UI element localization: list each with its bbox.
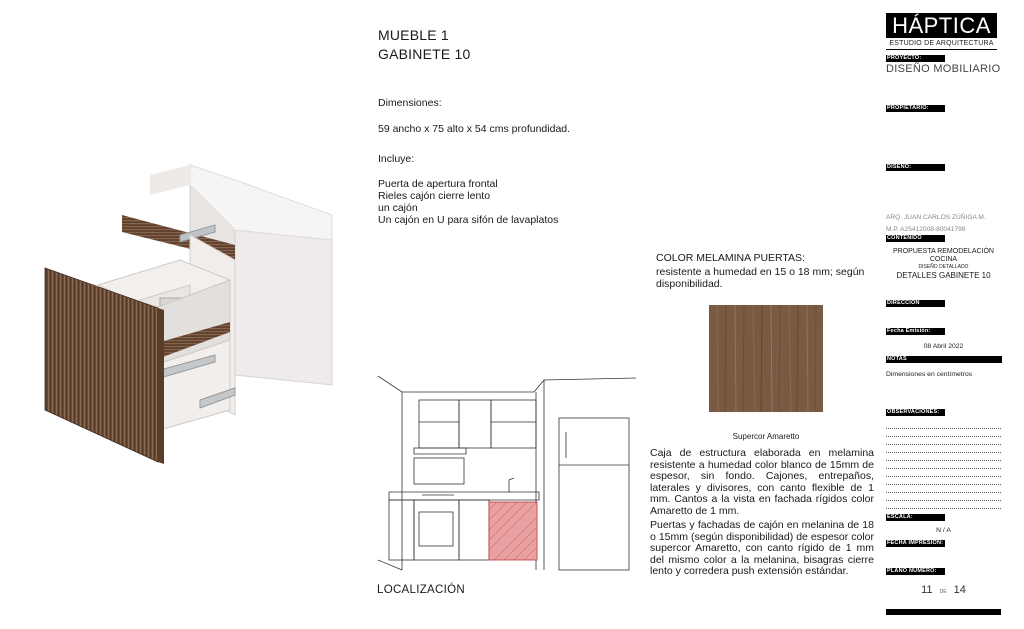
notas-label: NOTAS (886, 356, 1002, 363)
plano-de: DE (939, 589, 947, 595)
plano-numero-label: PLANO NÚMERO: (886, 568, 945, 575)
color-note: resistente a humedad en 15 o 18 mm; según disponibilidad. (656, 266, 865, 290)
contenido-line-2: COCINA (929, 256, 958, 263)
escala-value: N / A (936, 527, 951, 534)
propietario-label: PROPIETARIO: (886, 105, 945, 112)
studio-name: ESTUDIO DE ARQUITECTURA (889, 40, 994, 47)
localizacion-label: LOCALIZACIÓN (377, 584, 465, 596)
furniture-title (378, 26, 470, 64)
brand-logo: HÁPTICA (886, 13, 997, 38)
list-item: Un cajón en U para sifón de lavaplatos (378, 214, 559, 226)
contenido-line-1: PROPUESTA REMODELACIÓN (892, 248, 994, 255)
contenido-line-3: DETALLES GABINETE 10 (896, 271, 991, 280)
contenido-label: CONTENIDO PLANO: (886, 235, 945, 242)
observation-line (886, 444, 1001, 445)
divider (886, 49, 997, 50)
list-item: Rieles cajón cierre lento (378, 190, 491, 202)
list-item: un cajón (378, 202, 418, 214)
kitchen-location-sketch (374, 370, 636, 575)
description-paragraph-1: Caja de estructura elaborada en melamina resistente a humedad color blanco de 15mm de espesor, sin fondo. Cajones, entrepaños, laterales y divisores, con canto flexible de 1 mm. Cantos a la vista en fachada rígidos color Amaretto de 1 mm. (650, 447, 874, 517)
observation-line (886, 500, 1001, 501)
observation-line (886, 476, 1001, 477)
diseno-label: DISEÑO: (886, 164, 945, 171)
architect-name: ARQ. JUAN CARLOS ZÚÑIGA M. (886, 214, 986, 221)
observation-line (886, 492, 1001, 493)
observation-line (886, 452, 1001, 453)
observation-line (886, 508, 1001, 509)
cabinet-render (40, 160, 340, 465)
contenido-block (886, 248, 1001, 280)
fecha-emision-label: Fecha Emisión: (886, 328, 945, 335)
observaciones-label: OBSERVACIONES: (886, 409, 945, 416)
contenido-sub: DISEÑO DETALLADO (918, 264, 969, 270)
architect-license: M.P. A25412008-80041798 (886, 226, 966, 233)
proyecto-value: DISEÑO MOBILIARIO (886, 63, 1001, 75)
title-line-1: MUEBLE 1 (378, 27, 449, 43)
dimensions-label: Dimensiones: (378, 97, 442, 109)
proyecto-label: PROYECTO: (886, 55, 945, 62)
description-paragraph-2: Puertas y fachadas de cajón en melanina de 18 o 15mm (según disponibilidad) de espesor color supercor Amaretto, con canto rígido de 1 mm del mismo color a la melanina, bisagras cierre lento y corredera push extensión estándar. (650, 519, 874, 578)
direccion-label: DIRECCIÓN PREDIO: (886, 300, 945, 307)
fecha-impresion-label: FECHA IMPRESIÓN: (887, 540, 944, 546)
fecha-emision-value: 08 Abril 2022 (923, 343, 964, 350)
includes-label: Incluye: (378, 153, 415, 165)
swatch-name: Supercor Amaretto (732, 432, 800, 441)
observation-line (886, 484, 1001, 485)
observation-line (886, 428, 1001, 429)
observation-line (886, 460, 1001, 461)
wood-swatch (709, 305, 823, 412)
includes-list (378, 178, 558, 226)
footer-bar (886, 609, 1001, 615)
dimensions-value: 59 ancho x 75 alto x 54 cms profundidad. (378, 123, 571, 135)
plano-numero (886, 584, 1001, 596)
observation-line (886, 436, 1001, 437)
color-heading: COLOR MELAMINA PUERTAS: (656, 252, 805, 264)
escala-label: ESCALA: (886, 514, 945, 521)
plano-total: 14 (953, 584, 966, 596)
list-item: Puerta de apertura frontal (378, 178, 498, 190)
notas-value: Dimensiones en centímetros (886, 371, 973, 378)
plano-current: 11 (921, 584, 933, 596)
title-line-2: GABINETE 10 (378, 46, 471, 62)
observation-line (886, 468, 1001, 469)
